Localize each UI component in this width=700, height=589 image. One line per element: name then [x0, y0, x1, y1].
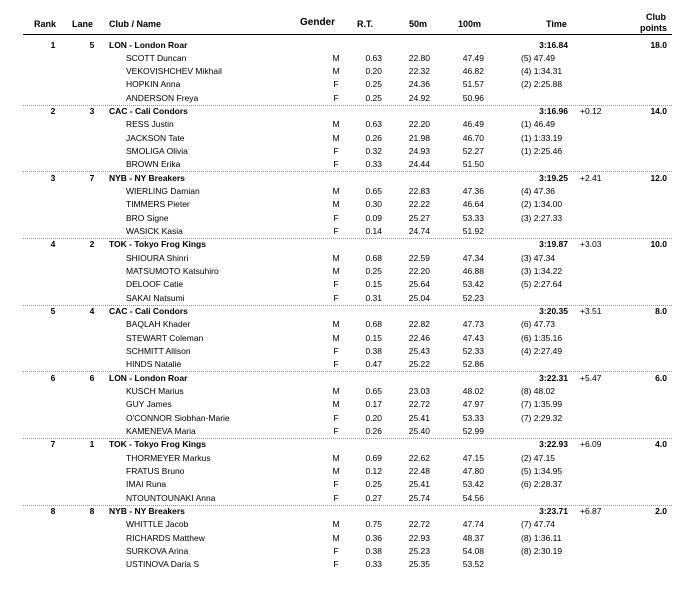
- swimmer-split: (3) 2:27.33: [521, 212, 563, 223]
- team-points: 14.0: [650, 106, 667, 117]
- swimmer-row: [0, 185, 700, 198]
- swimmer-100m: 47.97: [462, 399, 484, 410]
- swimmer-100m: 46.49: [462, 119, 484, 130]
- team-row: [0, 105, 700, 118]
- swimmer-row: [0, 345, 700, 358]
- swimmer-gender: M: [332, 386, 340, 397]
- swimmer-split: (6) 47.73: [521, 319, 556, 330]
- swimmer-reaction-time: 0.20: [365, 412, 382, 423]
- swimmer-gender: M: [332, 266, 340, 277]
- swimmer-reaction-time: 0.68: [365, 319, 382, 330]
- team-time: 3:22.93: [539, 439, 568, 450]
- swimmer-gender: F: [333, 146, 339, 157]
- team-lane: 4: [89, 306, 95, 317]
- team-lane: 3: [89, 106, 95, 117]
- team-row: [0, 505, 700, 518]
- team-rank: 7: [50, 439, 56, 450]
- swimmer-50m: 22.62: [408, 452, 430, 463]
- team-behind: +2.41: [580, 172, 602, 183]
- team-time: 3:16.96: [539, 106, 568, 117]
- swimmer-50m: 22.20: [408, 119, 430, 130]
- swimmer-reaction-time: 0.14: [365, 226, 382, 237]
- swimmer-50m: 22.93: [408, 532, 430, 543]
- team-time: 3:16.84: [539, 39, 568, 50]
- swimmer-gender: M: [332, 466, 340, 477]
- swimmer-reaction-time: 0.26: [365, 132, 382, 143]
- swimmer-name: IMAI Runa: [126, 479, 167, 490]
- team-time: 3:19.87: [539, 239, 568, 250]
- swimmer-row: [0, 52, 700, 65]
- swimmer-row: [0, 412, 700, 425]
- swimmer-50m: 25.41: [408, 412, 430, 423]
- swimmer-split: (8) 48.02: [521, 386, 556, 397]
- swimmer-name: O'CONNOR Siobhan-Marie: [126, 412, 230, 423]
- swimmer-reaction-time: 0.15: [365, 279, 382, 290]
- swimmer-gender: F: [333, 279, 339, 290]
- swimmer-reaction-time: 0.17: [365, 399, 382, 410]
- swimmer-split: (8) 2:30.19: [521, 546, 563, 557]
- swimmer-reaction-time: 0.25: [365, 79, 382, 90]
- swimmer-gender: M: [332, 532, 340, 543]
- swimmer-gender: F: [333, 92, 339, 103]
- swimmer-split: (1) 1:33.19: [521, 132, 563, 143]
- swimmer-100m: 53.33: [462, 212, 484, 223]
- swimmer-row: [0, 398, 700, 411]
- team-rank: 3: [50, 172, 56, 183]
- swimmer-reaction-time: 0.25: [365, 92, 382, 103]
- swimmer-name: DELOOF Catie: [126, 279, 184, 290]
- swimmer-row: [0, 265, 700, 278]
- swimmer-split: (3) 1:34.22: [521, 266, 563, 277]
- swimmer-gender: M: [332, 186, 340, 197]
- swimmer-reaction-time: 0.15: [365, 332, 382, 343]
- team-time: 3:23.71: [539, 506, 568, 517]
- swimmer-row: [0, 478, 700, 491]
- swimmer-gender: M: [332, 119, 340, 130]
- team-club: LON - London Roar: [109, 372, 188, 383]
- team-club: CAC - Cali Condors: [109, 306, 188, 317]
- swimmer-name: SURKOVA Arina: [126, 546, 189, 557]
- team-behind: +5.47: [580, 372, 602, 383]
- swimmer-100m: 47.34: [462, 252, 484, 263]
- swimmer-50m: 24.74: [408, 226, 430, 237]
- swimmer-50m: 25.04: [408, 292, 430, 303]
- swimmer-name: NTOUNTOUNAKI Anna: [126, 492, 216, 503]
- swimmer-100m: 51.57: [462, 79, 484, 90]
- swimmer-split: (6) 1:35.16: [521, 332, 563, 343]
- swimmer-row: [0, 545, 700, 558]
- team-points: 12.0: [650, 172, 667, 183]
- swimmer-row: [0, 225, 700, 238]
- swimmer-gender: M: [332, 332, 340, 343]
- swimmer-name: BAQLAH Khader: [126, 319, 191, 330]
- header-rule: [23, 34, 672, 35]
- swimmer-name: HINDS Natalie: [126, 359, 182, 370]
- swimmer-gender: M: [332, 252, 340, 263]
- swimmer-gender: F: [333, 212, 339, 223]
- team-rank: 5: [50, 306, 56, 317]
- swimmer-100m: 46.82: [462, 66, 484, 77]
- swimmer-gender: F: [333, 359, 339, 370]
- swimmer-name: STEWART Coleman: [126, 332, 204, 343]
- swimmer-name: THORMEYER Markus: [126, 452, 211, 463]
- swimmer-50m: 25.27: [408, 212, 430, 223]
- swimmer-row: [0, 278, 700, 291]
- swimmer-name: SHIOURA Shinri: [126, 252, 189, 263]
- swimmer-name: USTINOVA Daria S: [126, 559, 200, 570]
- swimmer-split: (2) 47.15: [521, 452, 556, 463]
- swimmer-100m: 47.74: [462, 519, 484, 530]
- team-rank: 6: [50, 372, 56, 383]
- swimmer-50m: 25.41: [408, 479, 430, 490]
- team-row: [0, 172, 700, 185]
- swimmer-name: MATSUMOTO Katsuhiro: [126, 266, 219, 277]
- swimmer-name: JACKSON Tate: [126, 132, 185, 143]
- swimmer-reaction-time: 0.69: [365, 452, 382, 463]
- team-rank: 4: [50, 239, 56, 250]
- swimmer-gender: F: [333, 559, 339, 570]
- swimmer-gender: M: [332, 399, 340, 410]
- swimmer-50m: 22.72: [408, 399, 430, 410]
- swimmer-split: (6) 2:28.37: [521, 479, 563, 490]
- team-behind: +3.51: [580, 306, 602, 317]
- swimmer-gender: M: [332, 319, 340, 330]
- swimmer-reaction-time: 0.27: [365, 492, 382, 503]
- swimmer-reaction-time: 0.12: [365, 466, 382, 477]
- swimmer-100m: 51.92: [462, 226, 484, 237]
- header-50m: 50m: [409, 19, 428, 29]
- swimmer-row: [0, 118, 700, 131]
- team-club: TOK - Tokyo Frog Kings: [109, 439, 206, 450]
- swimmer-reaction-time: 0.09: [365, 212, 382, 223]
- header-club-points-line2: points: [640, 23, 667, 33]
- swimmer-gender: M: [332, 66, 340, 77]
- swimmer-reaction-time: 0.33: [365, 159, 382, 170]
- swimmer-split: (2) 2:25.88: [521, 79, 563, 90]
- swimmer-split: (4) 47.36: [521, 186, 556, 197]
- swimmer-reaction-time: 0.32: [365, 146, 382, 157]
- swimmer-50m: 25.35: [408, 559, 430, 570]
- swimmer-gender: F: [333, 79, 339, 90]
- team-behind: +3.03: [580, 239, 602, 250]
- swimmer-row: [0, 465, 700, 478]
- swimmer-row: [0, 252, 700, 265]
- swimmer-split: (3) 47.34: [521, 252, 556, 263]
- swimmer-name: SMOLIGA Olivia: [126, 146, 188, 157]
- team-behind: +6.09: [580, 439, 602, 450]
- swimmer-50m: 21.98: [408, 132, 430, 143]
- swimmer-split: (4) 2:27.49: [521, 346, 563, 357]
- swimmer-100m: 50.96: [462, 92, 484, 103]
- swimmer-reaction-time: 0.25: [365, 479, 382, 490]
- swimmer-name: TIMMERS Pieter: [126, 199, 190, 210]
- swimmer-50m: 22.20: [408, 266, 430, 277]
- swimmer-row: [0, 212, 700, 225]
- swimmer-name: KAMENEVA Maria: [126, 426, 196, 437]
- team-lane: 2: [89, 239, 95, 250]
- swimmer-50m: 22.22: [408, 199, 430, 210]
- team-points: 8.0: [655, 306, 667, 317]
- swimmer-row: [0, 198, 700, 211]
- swimmer-row: [0, 358, 700, 371]
- swimmer-gender: M: [332, 452, 340, 463]
- header-club-name: Club / Name: [109, 19, 162, 29]
- team-lane: 1: [89, 439, 95, 450]
- swimmer-gender: F: [333, 159, 339, 170]
- swimmer-row: [0, 145, 700, 158]
- team-row: [0, 238, 700, 251]
- team-lane: 5: [89, 39, 95, 50]
- swimmer-reaction-time: 0.75: [365, 519, 382, 530]
- swimmer-100m: 52.27: [462, 146, 484, 157]
- swimmer-100m: 53.42: [462, 479, 484, 490]
- swimmer-name: BRO Signe: [126, 212, 169, 223]
- swimmer-gender: F: [333, 546, 339, 557]
- swimmer-name: KUSCH Marius: [126, 386, 184, 397]
- team-rank: 2: [50, 106, 56, 117]
- team-lane: 8: [89, 506, 95, 517]
- swimmer-row: [0, 292, 700, 305]
- swimmer-name: RESS Justin: [126, 119, 174, 130]
- header-club-points-line1: Club: [646, 12, 666, 22]
- swimmer-reaction-time: 0.36: [365, 532, 382, 543]
- swimmer-row: [0, 318, 700, 331]
- team-points: 2.0: [655, 506, 667, 517]
- swimmer-reaction-time: 0.25: [365, 266, 382, 277]
- swimmer-100m: 47.36: [462, 186, 484, 197]
- swimmer-gender: F: [333, 346, 339, 357]
- team-row: [0, 438, 700, 451]
- swimmer-100m: 52.23: [462, 292, 484, 303]
- swimmer-reaction-time: 0.63: [365, 119, 382, 130]
- swimmer-reaction-time: 0.20: [365, 66, 382, 77]
- swimmer-reaction-time: 0.65: [365, 186, 382, 197]
- swimmer-split: (7) 2:29.32: [521, 412, 563, 423]
- swimmer-50m: 24.36: [408, 79, 430, 90]
- swimmer-gender: F: [333, 226, 339, 237]
- header-reaction-time: R.T.: [357, 19, 374, 29]
- swimmer-50m: 22.32: [408, 66, 430, 77]
- swimmer-100m: 46.70: [462, 132, 484, 143]
- swimmer-row: [0, 385, 700, 398]
- team-row: [0, 305, 700, 318]
- swimmer-50m: 24.93: [408, 146, 430, 157]
- team-rank: 1: [50, 39, 56, 50]
- swimmer-50m: 22.72: [408, 519, 430, 530]
- team-row: [0, 372, 700, 385]
- swimmer-row: [0, 518, 700, 531]
- swimmer-100m: 53.42: [462, 279, 484, 290]
- header-rank: Rank: [34, 19, 57, 29]
- swimmer-50m: 25.22: [408, 359, 430, 370]
- swimmer-gender: F: [333, 412, 339, 423]
- swimmer-reaction-time: 0.30: [365, 199, 382, 210]
- team-time: 3:19.25: [539, 172, 568, 183]
- swimmer-reaction-time: 0.65: [365, 386, 382, 397]
- swimmer-50m: 25.43: [408, 346, 430, 357]
- header-gender: Gender: [300, 17, 336, 28]
- team-behind: +0.12: [580, 106, 602, 117]
- swimmer-100m: 52.99: [462, 426, 484, 437]
- team-lane: 7: [89, 172, 95, 183]
- swimmer-100m: 52.33: [462, 346, 484, 357]
- team-lane: 6: [89, 372, 95, 383]
- swimmer-gender: M: [332, 519, 340, 530]
- swimmer-gender: F: [333, 292, 339, 303]
- swimmer-50m: 22.83: [408, 186, 430, 197]
- swimmer-name: SCHMITT Allison: [126, 346, 191, 357]
- swimmer-50m: 22.82: [408, 319, 430, 330]
- team-club: NYB - NY Breakers: [109, 506, 185, 517]
- swimmer-name: WHITTLE Jacob: [126, 519, 189, 530]
- swimmer-gender: M: [332, 52, 340, 63]
- swimmer-name: ANDERSON Freya: [126, 92, 199, 103]
- swimmer-row: [0, 65, 700, 78]
- swimmer-split: (5) 2:27.64: [521, 279, 563, 290]
- swimmer-split: (1) 2:25.46: [521, 146, 563, 157]
- swimmer-row: [0, 532, 700, 545]
- swimmer-gender: F: [333, 492, 339, 503]
- swimmer-row: [0, 92, 700, 105]
- swimmer-100m: 47.15: [462, 452, 484, 463]
- swimmer-100m: 53.33: [462, 412, 484, 423]
- swimmer-reaction-time: 0.47: [365, 359, 382, 370]
- swimmer-reaction-time: 0.38: [365, 346, 382, 357]
- swimmer-reaction-time: 0.68: [365, 252, 382, 263]
- team-time: 3:22.31: [539, 372, 568, 383]
- swimmer-row: [0, 558, 700, 571]
- swimmer-gender: M: [332, 132, 340, 143]
- swimmer-split: (2) 1:34.00: [521, 199, 563, 210]
- swimmer-split: (5) 47.49: [521, 52, 556, 63]
- swimmer-name: HOPKIN Anna: [126, 79, 181, 90]
- swimmer-split: (5) 1:34.95: [521, 466, 563, 477]
- swimmer-100m: 51.50: [462, 159, 484, 170]
- swimmer-name: SAKAI Natsumi: [126, 292, 185, 303]
- swimmer-name: WASICK Kasia: [126, 226, 183, 237]
- swimmer-gender: M: [332, 199, 340, 210]
- swimmer-gender: F: [333, 479, 339, 490]
- team-points: 10.0: [650, 239, 667, 250]
- swimmer-reaction-time: 0.33: [365, 559, 382, 570]
- swimmer-split: (8) 1:36.11: [521, 532, 562, 543]
- swimmer-100m: 54.56: [462, 492, 484, 503]
- team-points: 6.0: [655, 372, 667, 383]
- swimmer-50m: 23.03: [408, 386, 430, 397]
- header-time: Time: [546, 19, 567, 29]
- swimmer-reaction-time: 0.26: [365, 426, 382, 437]
- team-row: [0, 39, 700, 52]
- team-club: NYB - NY Breakers: [109, 172, 185, 183]
- swimmer-100m: 47.73: [462, 319, 484, 330]
- swimmer-100m: 53.52: [462, 559, 484, 570]
- swimmer-row: [0, 132, 700, 145]
- swimmer-row: [0, 78, 700, 91]
- swimmer-reaction-time: 0.31: [365, 292, 382, 303]
- swimmer-name: VEKOVISHCHEV Mikhail: [126, 66, 222, 77]
- team-club: CAC - Cali Condors: [109, 106, 188, 117]
- swimmer-row: [0, 332, 700, 345]
- swimmer-50m: 22.48: [408, 466, 430, 477]
- swimmer-reaction-time: 0.38: [365, 546, 382, 557]
- swimmer-50m: 22.46: [408, 332, 430, 343]
- swimmer-name: FRATUS Bruno: [126, 466, 185, 477]
- swimmer-50m: 25.40: [408, 426, 430, 437]
- team-time: 3:20.35: [539, 306, 568, 317]
- team-behind: +6.87: [580, 506, 602, 517]
- swimmer-split: (4) 1:34.31: [521, 66, 563, 77]
- swimmer-50m: 22.59: [408, 252, 430, 263]
- swimmer-row: [0, 452, 700, 465]
- swimmer-split: (7) 47.74: [521, 519, 556, 530]
- swimmer-row: [0, 425, 700, 438]
- swimmer-name: GUY James: [126, 399, 172, 410]
- team-club: TOK - Tokyo Frog Kings: [109, 239, 206, 250]
- swimmer-100m: 52.86: [462, 359, 484, 370]
- swimmer-100m: 48.02: [462, 386, 484, 397]
- swimmer-100m: 47.43: [462, 332, 484, 343]
- swimmer-100m: 48.37: [462, 532, 484, 543]
- swimmer-50m: 24.44: [408, 159, 430, 170]
- swimmer-50m: 22.80: [408, 52, 430, 63]
- header-lane: Lane: [72, 19, 94, 29]
- swimmer-split: (1) 46.49: [521, 119, 556, 130]
- swimmer-name: RICHARDS Matthew: [126, 532, 205, 543]
- team-rank: 8: [50, 506, 56, 517]
- swimmer-100m: 47.49: [462, 52, 484, 63]
- swimmer-100m: 46.64: [462, 199, 484, 210]
- swimmer-50m: 25.23: [408, 546, 430, 557]
- swimmer-split: (7) 1:35.99: [521, 399, 563, 410]
- swimmer-name: WIERLING Damian: [126, 186, 200, 197]
- swimmer-50m: 24.92: [408, 92, 430, 103]
- swimmer-row: [0, 158, 700, 171]
- swimmer-100m: 47.80: [462, 466, 484, 477]
- swimmer-100m: 54.08: [462, 546, 484, 557]
- swimmer-name: BROWN Erika: [126, 159, 181, 170]
- team-points: 4.0: [655, 439, 667, 450]
- swimmer-name: SCOTT Duncan: [126, 52, 187, 63]
- swimmer-reaction-time: 0.63: [365, 52, 382, 63]
- swimmer-gender: F: [333, 426, 339, 437]
- team-club: LON - London Roar: [109, 39, 188, 50]
- swimmer-row: [0, 492, 700, 505]
- header-100m: 100m: [458, 19, 482, 29]
- swimmer-100m: 46.88: [462, 266, 484, 277]
- swimmer-50m: 25.74: [408, 492, 430, 503]
- swimmer-50m: 25.64: [408, 279, 430, 290]
- team-points: 18.0: [650, 39, 667, 50]
